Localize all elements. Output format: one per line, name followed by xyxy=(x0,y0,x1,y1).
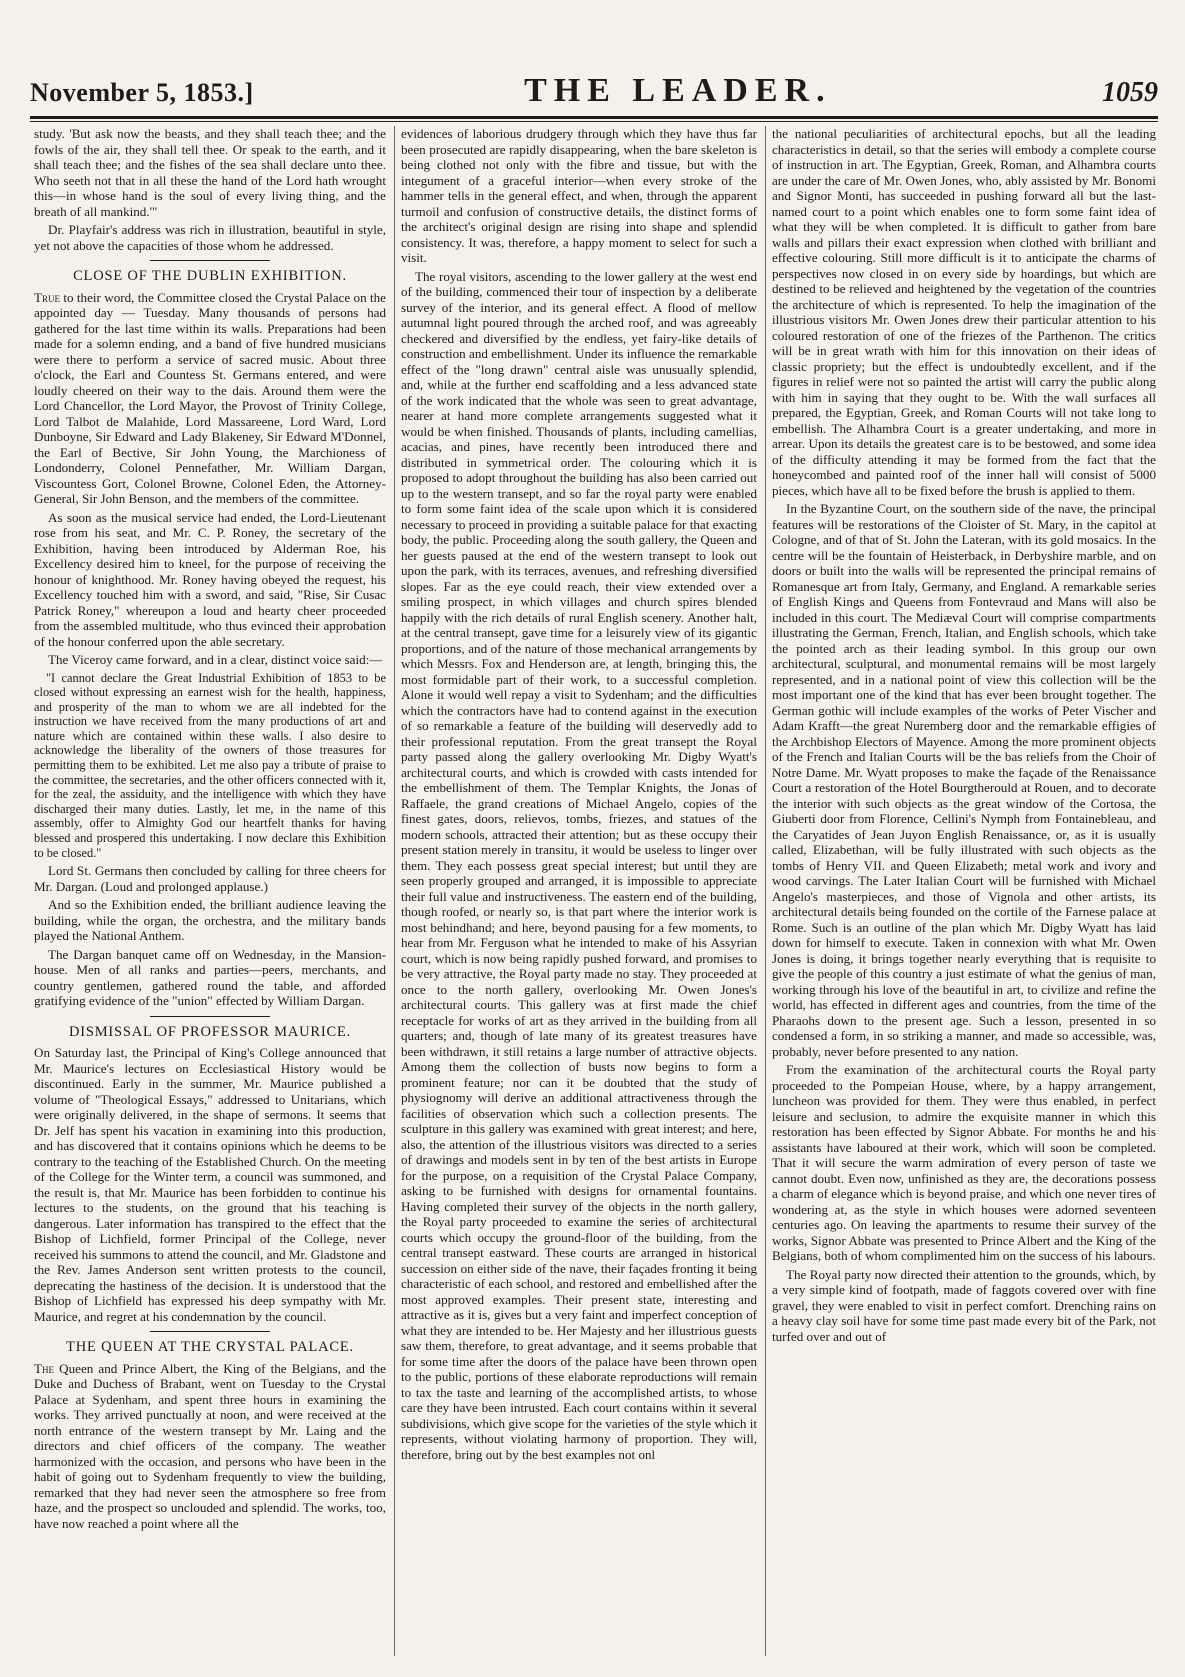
paragraph: And so the Exhibition ended, the brilliant audience leaving the building, while the organ, the orchestra, and the military bands played the National Anthem. xyxy=(34,897,386,944)
section-separator xyxy=(150,1331,270,1332)
paragraph: The Royal party now directed their attention to the grounds, which, by a very simple kind of footpath, made of faggots covered over with fine gravel, they were enabled to visit in perfect comfort. Drenching rains on a heavy clay soil have for some time past made every bit of the Park, not turfed over and out of xyxy=(772,1266,1156,1344)
paragraph: The Dargan banquet came off on Wednesday, in the Mansion-house. Men of all ranks and parties—peers, merchants, and country gentlemen, gathered round the table, and afforded gratifying evidence of the "union" effected by William Dargan. xyxy=(34,946,386,1009)
paragraph: From the examination of the architectural courts the Royal party proceeded to the Pompeian House, where, by a happy arrangement, luncheon was provided for them. They were thus enabled, in perfect leisure and seclusion, to admire the exquisite manner in which this restoration has been effected by Signor Abbate. For months he and his assistants have laboured at their work, which will soon be completed. That it will secure the warm admiration of every person of taste we cannot doubt. Even now, unfinished as they are, the decorations possess a charm of elegance which is beyond praise, and which one never tires of wondering at, as the style in which houses were adorned seventeen centuries ago. On leaving the apartments to resume their survey of the works, Signor Abbate was presented to Prince Albert and the King of the Belgians, both of whom complimented him on the success of his labours. xyxy=(772,1062,1156,1263)
paragraph: On Saturday last, the Principal of King's College announced that Mr. Maurice's lectures on Ecclesiastical History would be discontinued. Early in the summer, Mr. Maurice published a volume of "Theological Essays," addressed to Unitarians, which were originally delivered, in the shape of sermons. It seems that Dr. Jelf has spent his vacation in examining into this production, and has discovered that it contains opinions which he deems to be contrary to the teaching of the Established Church. On the meeting of the College for the Winter term, a council was summoned, and the result is, that Mr. Maurice has been forbidden to continue his lectures to the students, on the ground that his teaching is dangerous. Later information has transpired to the effect that the Bishop of Lichfield, former Principal of the College, never received his summons to attend the council, and Mr. Gladstone and the Rev. James Anderson sent written protests to the council, deprecating the hastiness of the decision. It is understood that the Bishop of Lichfield has expressed his deep sympathy with Mr. Maurice, and regret at his condemnation by the council. xyxy=(34,1045,386,1324)
column-1 xyxy=(34,126,386,1666)
page-header xyxy=(30,72,1158,114)
lead-word: True xyxy=(34,289,60,305)
column-divider-1 xyxy=(394,126,395,1656)
page-number: 1059 xyxy=(1101,77,1158,108)
header-rule-thin xyxy=(30,121,1158,122)
masthead-title: THE LEADER. xyxy=(524,72,832,109)
headline-dublin-exhibition: CLOSE OF THE DUBLIN EXHIBITION. xyxy=(73,268,347,284)
paragraph: In the Byzantine Court, on the southern side of the nave, the principal features will be restorations of the Cloister of St. Mary, in the capitol at Cologne, and of that of St. John the Lateran, with its gold mosaics. In the centre will be the fountain of Heisterback, in Derbyshire marble, and on doors or built into the walls will be represented the principal remains of Romanesque art from Italy, Germany, and England. A remarkable series of English Kings and Queens from Fontevraud and Mans will also be included in this court. The Mediæval Court will comprise compartments illustrating the German, French, Italian, and English schools, which take the pointed arch as their leading symbol. In this group our own architectural, sculptural, and monumental remains will be most largely represented, and in a national point of view this collection will be the most important one of the kind that has ever been brought together. The German gothic will include examples of the works of Peter Vischer and Adam Krafft—the great Nuremberg door and the remarkable effigies of the Archbishop Electors of Mayence. Among the more prominent objects of the French and Italian Courts will be the bas reliefs from the Choir of Notre Dame. Mr. Wyatt proposes to make the façade of the Renaissance Court a restoration of the Hotel Bourgtherould at Rouen, and to decorate the interior with such objects as the great window of the Cortosa, the Giuberti door from Florence, Cellini's Nymph from Fontainebleau, and the Caryatides of Jean Juyon English Renaissance, or, as it is usually called, Elizabethan, will be fully illustrated with such objects as the tombs of Henry VII. and Queen Elizabeth; metal work and ivory and wood carvings. The Later Italian Court will be furnished with Michael Angelo's masterpieces, and those of Vignola and other artists, its architectural details being founded on the cortile of the Farnese palace at Rome. Such is an outline of the plan which Mr. Digby Wyatt has laid down for himself to execute. Taken in connexion with what Mr. Owen Jones is doing, it brings together nearly everything that is requisite to give the people of this country a just estimate of what the genius of man, working through his love of the beautiful in art, to civilize and refine the world, has effected in different ages and countries, from the time of the Pharaohs down to the present age. Such a lesson, presented in so condensed a form, in so striking a manner, and made so accessible, was, probably, never before presented to any nation. xyxy=(772,501,1156,1059)
paragraph: As soon as the musical service had ended, the Lord-Lieutenant rose from his seat, and Mr. C. P. Roney, the secretary of the Exhibition, having been introduced by Alderman Roe, his Excellency desired him to kneel, for the purpose of receiving the honour of knighthood. Mr. Roney having obeyed the request, his Excellency touched him with a sword, and said, "Rise, Sir Cusac Patrick Roney," whereupon a loud and hearty cheer proceeded from the assembled multitude, who thus evinced their approbation of the honour conferred upon the able secretary. xyxy=(34,509,386,649)
paragraph-text: to their word, the Committee closed the Crystal Palace on the appointed day — Tuesday. Many thousands of persons had gathered for the last time within its walls. Preparations had been made for a solemn ending, and a band of five hundred musicians were there to perform a service of sacred music. About three o'clock, the Earl and Countess St. Germans entered, and were loudly cheered on their way to the dais. Around them were the Lord Chancellor, the Lord Mayor, the Provost of Trinity College, Lord Talbot de Malahide, Lord Massareene, Lord Ward, Lord Dunboyne, Sir Edward and Lady Blakeney, Sir Edward M'Donnel, the Earl of Bective, Sir John Young, the Marchioness of Londonderry, Colonel Pennefather, Mr. William Dargan, Viscountess Gort, Colonel Browne, Colonel Eden, the Attorney-General, Sir John Benson, and the members of the committee. xyxy=(34,289,386,506)
paragraph xyxy=(34,290,386,507)
paragraph: The Viceroy came forward, and in a clear, distinct voice said:— xyxy=(48,652,383,667)
column-3 xyxy=(772,126,1156,1666)
lead-word: The xyxy=(34,1360,54,1376)
paragraph xyxy=(34,1361,386,1532)
section-separator xyxy=(150,1016,270,1017)
paragraph: Dr. Playfair's address was rich in illustration, beautiful in style, yet not above the capacities of those whom he addressed. xyxy=(34,222,386,253)
quoted-speech: "I cannot declare the Great Industrial Exhibition of 1853 to be closed without expressing an earnest wish for the health, happiness, and prosperity of the man to whom we are all indebted for the instruction we have received from the many productions of art and nature which are contained within these walls. I also desire to acknowledge the liberality of the owners of those treasures for permitting them to be exhibited. Let me also pay a tribute of praise to the committee, the secretaries, and the other officers connected with it, for the zeal, the assiduity, and the intelligence with which they have discharged their many duties. Lastly, let me, in the name of this assembly, offer to Almighty God our heartfelt thanks for having blessed and prospered this undertaking. I now declare this Exhibition to be closed." xyxy=(34,670,386,860)
paragraph: the national peculiarities of architectural epochs, but all the leading characteristics in detail, so that the series will embody a complete course of instruction in art. The Egyptian, Greek, Roman, and Alhambra courts are under the care of Mr. Owen Jones, who, ably assisted by Mr. Bonomi and Signor Monti, has succeeded in pushing forward all but the last-named court to a point which enables one to form some faint idea of what they will be when completed. It is difficult to gather from bare walls and pillars their exact expression when clothed with brilliant and effective colouring. Still more difficult is it to anticipate the charms of perspectives now closed in on every side by hoardings, but which are destined to be relieved and heightened by the vegetation of the countries the architecture of which is represented. To help the imagination of the illustrious visitors Mr. Owen Jones drew their particular attention to his coloured restoration of one of the friezes of the Parthenon. The critics will be in great wrath with him for this innovation on their ideas of classic propriety; but the effect is undoubtedly excellent, and if the figures in relief were not so painted the artist will carry the public along with him in saying that they ought to be. With the wall surfaces all prepared, the Egyptian, Greek, and Roman Courts will not take long to embellish. The Alhambra Court is a greater undertaking, and more in arrear. Upon its details the greatest care is to be bestowed, and some idea of the difficulty attending it may be formed from the fact that the honeycombed and painted roof of the inner hall will consist of 5000 pieces, which have all to be fixed before the brush is applied to them. xyxy=(772,126,1156,498)
column-2 xyxy=(401,126,757,1666)
column-divider-2 xyxy=(765,126,766,1656)
paragraph: study. 'But ask now the beasts, and they shall teach thee; and the fowls of the air, they shall tell thee. Or speak to the earth, and it shall teach thee; and the fishes of the sea shall declare unto thee. Who seeth not that in all these the hand of the Lord hath wrought this—in whose hand is the soul of every living thing, and the breath of all mankind.'" xyxy=(34,126,386,219)
paragraph: evidences of laborious drudgery through which they have thus far been prosecuted are rapidly disappearing, when the bare skeleton is being clothed not only with the fibre and tissue, but with the integument of a graceful interior—when every stroke of the hammer tells in the general effect, and when, through the apparent turmoil and confusion of constructive details, the distinct forms of the architect's original design are rising into shape and splendid consistency. It was, therefore, a happy moment to select for such a visit. xyxy=(401,126,757,265)
headline-professor-maurice: DISMISSAL OF PROFESSOR MAURICE. xyxy=(68,1023,352,1040)
issue-date: November 5, 1853.] xyxy=(30,78,254,107)
headline-queen-crystal-palace: THE QUEEN AT THE CRYSTAL PALACE. xyxy=(66,1339,354,1356)
section-separator xyxy=(150,260,270,261)
paragraph: The royal visitors, ascending to the lower gallery at the west end of the building, commenced their tour of inspection by a deliberate survey of the interior, and its general effect. A flood of mellow autumnal light poured through the arched roof, and was agreeably checkered and diversified by the endless, yet fairy-like details of construction and embellishment. Under its influence the remarkable effect of the "long drawn" central aisle was unusually splendid, and, while at the further end scaffolding and a less advanced state of the work indicated that the whole was seen to great advantage, nearer at hand more complete arrangements suggested what it would be when finished. Thousands of plants, including camellias, acacias, and pines, have recently been introduced there and distributed in symmetrical order. The colouring which it is proposed to adopt throughout the building has also been carried out up to the western transept, and so far the royal party were enabled to form some faint idea of the scale upon which it is considered necessary to proceed in providing a suitable palace for that exacting body, the public. Proceeding along the south gallery, the Queen and her guests paused at the end of the western transept to look out upon the park, with its terraces, avenues, and refreshing diversified slopes. Far as the eye could reach, their view extended over a smiling prospect, in which villages and church spires blended happily with the rich details of rural English scenery. Another halt, at the central transept, gave time for a leisurely view of its gigantic proportions, and of the nature of those mechanical arrangements by which Messrs. Fox and Henderson are, at length, bringing this, the most formidable part of their work, to a successful completion. Alone it would well repay a visit to Sydenham; and the difficulties which the contractors have had to contend against in the execution of so remarkable a feature of the building will deservedly add to their professional reputation. From the great transept the Royal party passed along the gallery overlooking Mr. Digby Wyatt's architectural courts, and which is crowded with casts intended for the embellishment of them. The Templar Knights, the Jonas of Raffaele, the grand creations of Michael Angelo, copies of the finest gates, doors, relievos, tombs, friezes, and statues of the modern schools, attracted their attention; but as these occupy their present station merely in transitu, it would be useless to linger over them. They each possess great special interest; but until they are seen properly grouped and arranged, it is impossible to appreciate their full value and instructiveness. The eastern end of the building, though roofed, or nearly so, is that part where the interior work is most behindhand; and here, beyond pausing for a few moments, to hear from Mr. Ferguson what he intended to make of his Assyrian court, which is now being rapidly pushed forward, and promises to be very attractive, the Royal party made no stay. They proceeded at once to the north gallery, overlooking Mr. Owen Jones's architectural courts. This gallery was at first made the chief receptacle for works of art as they arrived in the building from all quarters; and, though of late many of its greatest treasures have been withdrawn, it still retains a large number of attractive objects. Among them the collection of busts now begins to form a prominent feature; nor can it be doubted that the study of physiognomy will derive an additional attractiveness through the facilities of observation which such a collection presents. The sculpture in this gallery was examined with great interest; and here, also, the attention of the illustrious visitors was directed to a series of drawings and models sent in by ten of the best artists in Europe for the purpose, on a requisition of the Crystal Palace Company, asking to be furnished with designs for ornamental fountains. Having completed their survey of the objects in the north gallery, the Royal party proceeded to examine the series of architectural courts which occupy the ground-floor of the building, from the central transept eastward. These courts are arranged in historical succession on either side of the nave, their façades fronting it being characteristic of each school, and restored and embellished after the most approved examples. Their present state, interesting and attractive as it is, gives but a very faint and imperfect conception of what they are intended to be. Her Majesty and her illustrious guests saw them, therefore, to great advantage, and it seems probable that for some time after the doors of the palace have been thrown open to the public, portions of these elaborate reproductions will remain to tax the taste and learning of the accomplished artists, to whose care they have been intrusted. Each court contains within it several subdivisions, which give scope for the varieties of the style which it represents, without violating harmony of proportion. They will, therefore, bring out by the best examples not onl xyxy=(401,268,757,1462)
paragraph-text: Queen and Prince Albert, the King of the Belgians, and the Duke and Duchess of Brabant, went on Tuesday to the Crystal Palace at Sydenham, and spent three hours in examining the works. They arrived punctually at noon, and were received at the north entrance of the western transept by Mr. Laing and the directors and chief officers of the company. The weather harmonized with the occasion, and persons who have been in the habit of going out to Sydenham frequently to view the building, remarked that they had never seen the atmosphere so free from haze, and the prospect so unclouded and splendid. The works, too, have now reached a point where all the xyxy=(34,1360,386,1531)
paragraph: Lord St. Germans then concluded by calling for three cheers for Mr. Dargan. (Loud and prolonged applause.) xyxy=(34,863,386,894)
header-rule-thick xyxy=(30,116,1158,119)
